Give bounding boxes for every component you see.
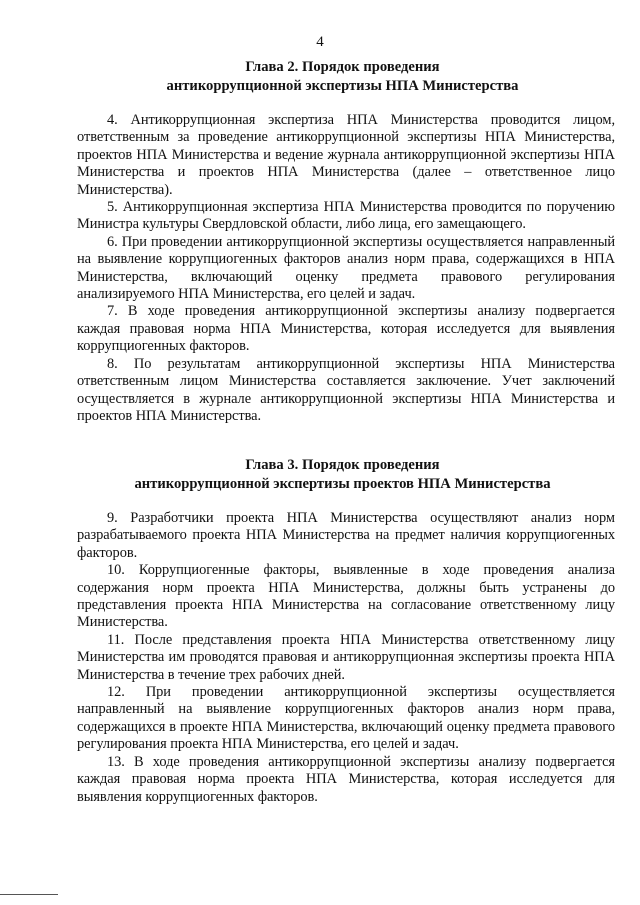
chapter-2-body — [77, 112, 615, 425]
chapter-3-title-line-1: Глава 3. Порядок проведения — [245, 457, 440, 473]
paragraph-5: 5. Антикоррупционная экспертиза НПА Министерства проводится по поручению Министра культуры Свердловской области, либо лица, его замещающего. — [77, 199, 615, 233]
paragraph-8: 8. По результатам антикоррупционной экспертизы НПА Министерства ответственным лицом Министерства составляется заключение. Учет заключений осуществляется в журнале антикоррупционной экспертизы НПА Министерства и проектов НПА Министерства. — [77, 355, 615, 424]
footer-divider — [0, 894, 58, 895]
paragraph-6: 6. При проведении антикоррупционной экспертизы осуществляется направленный на выявление коррупциогенных факторов анализ норм права, содержащихся в НПА Министерства, включающий оценку предмета правового регулирования анализируемого НПА Министерства, его целей и задач. — [77, 233, 615, 303]
paragraph-13: 13. В ходе проведения антикоррупционной экспертизы анализу подвергается каждая правовая норма проекта НПА Министерства, которая исследуется для выявления коррупциогенных факторов. — [77, 753, 615, 805]
paragraph-4: 4. Антикоррупционная экспертиза НПА Министерства проводится лицом, ответственным за проведение антикоррупционной экспертизы НПА Министерства, проектов НПА Министерства и ведение журнала антикоррупционной экспертизы НПА Министерства и проектов НПА Министерства (далее – ответственное лицо Министерства). — [77, 112, 615, 198]
page-number: 4 — [316, 34, 324, 50]
paragraph-7: 7. В ходе проведения антикоррупционной экспертизы анализу подвергается каждая правовая норма НПА Министерства, которая исследуется для выявления коррупциогенных факторов. — [77, 303, 615, 355]
paragraph-11: 11. После представления проекта НПА Министерства ответственному лицу Министерства им проводятся правовая и антикоррупционная экспертизы проекта НПА Министерства в течение трех рабочих дней. — [77, 631, 615, 683]
chapter-2-heading — [70, 58, 615, 96]
chapter-2-title-line-2: антикоррупционной экспертизы НПА Министерства — [166, 78, 519, 94]
chapter-2-title-line-1: Глава 2. Порядок проведения — [245, 59, 440, 75]
paragraph-12: 12. При проведении антикоррупционной экспертизы осуществляется направленный на выявление коррупциогенных факторов анализ норм права, содержащихся в проекте НПА Министерства, включающий оценку предмета правового регулирования проекта НПА Министерства, его целей и задач. — [77, 684, 615, 753]
chapter-3-heading — [70, 456, 615, 494]
paragraph-9: 9. Разработчики проекта НПА Министерства осуществляют анализ норм разрабатываемого проекта НПА Министерства на предмет наличия коррупциогенных факторов. — [77, 510, 615, 561]
paragraph-10: 10. Коррупциогенные факторы, выявленные в ходе проведения анализа содержания норм проекта НПА Министерства, должны быть устранены до представления проекта НПА Министерства на согласование ответственному лицу Министерства. — [77, 562, 615, 631]
chapter-3-title-line-2: антикоррупционной экспертизы проектов НПА Министерства — [134, 476, 551, 492]
chapter-3-body — [77, 510, 615, 806]
